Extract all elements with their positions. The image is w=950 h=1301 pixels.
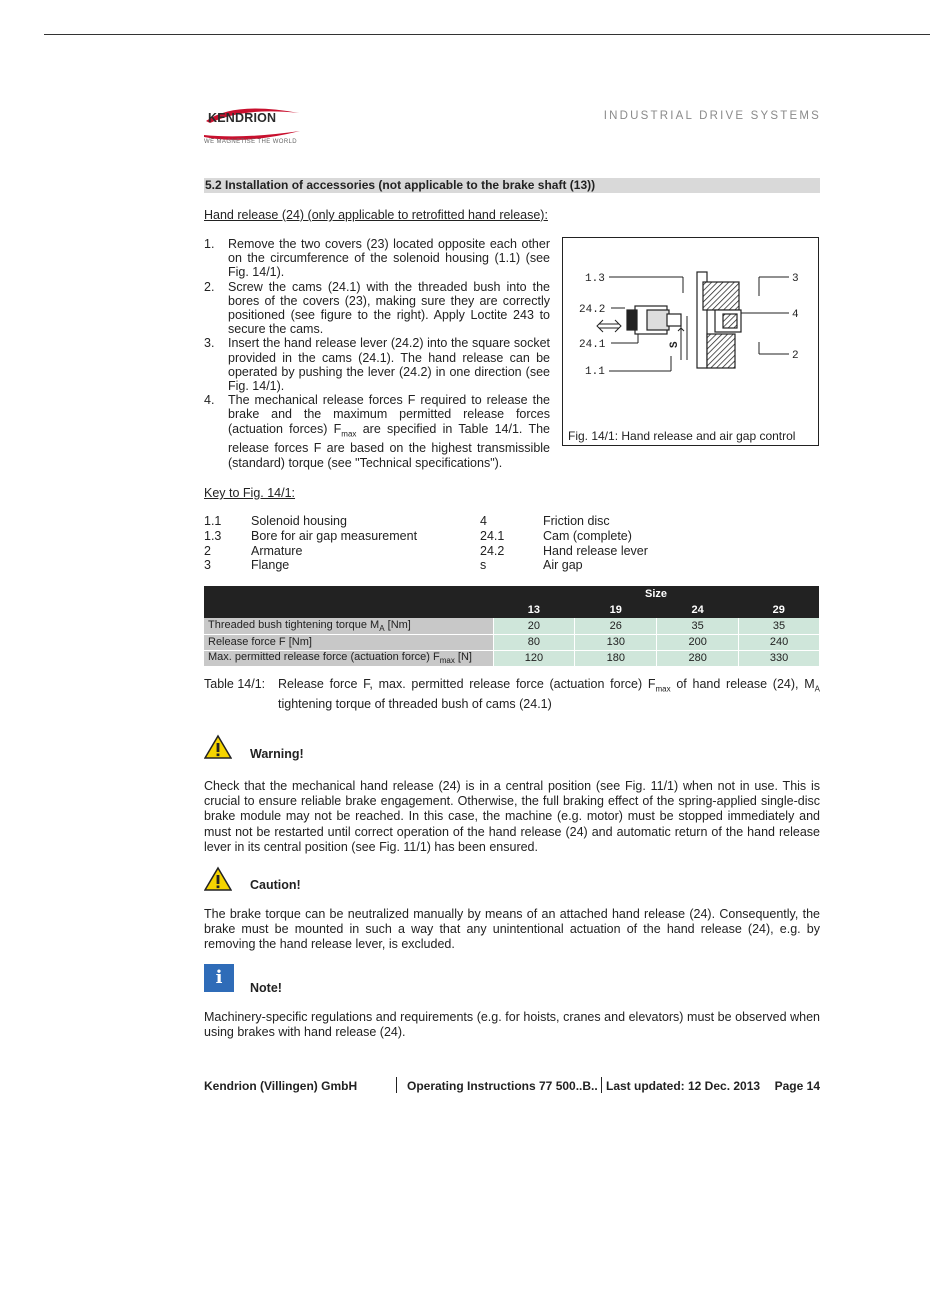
step-item: 4. The mechanical release forces F required to release the brake and the maximum permitted release forces (actuation forces) $F_{max}$ are specified in Table 14/1. The release forces F are based on the highest transmissible (standard) torque (see "Technical specifications"). xyxy=(204,393,550,470)
table-row: Release force F [Nm] 80 130 200 240 xyxy=(204,634,819,650)
key-row: 3 Flange s Air gap xyxy=(204,558,583,573)
kendrion-logo xyxy=(204,105,304,151)
logo-wordmark: KENDRION xyxy=(208,111,277,125)
footer-updated: Last updated: 12 Dec. 2013 xyxy=(606,1079,761,1093)
figure-key-table xyxy=(204,514,648,573)
info-icon: i xyxy=(204,964,234,992)
step-item: 3. Insert the hand release lever (24.2) into the square socket provided in the cams (24.1). The hand release can be operated by pushing the lever (24.2) in one direction (see Fig. 14/1). xyxy=(204,336,550,394)
top-rule xyxy=(44,34,930,35)
table-header-row xyxy=(204,586,819,602)
fig-label: 24.1 xyxy=(579,339,606,351)
section-heading: 5.2 Installation of accessories (not applicable to the brake shaft (13)) xyxy=(204,178,820,193)
hand-release-drawing xyxy=(563,238,820,428)
footer-doc: Operating Instructions 77 500..B.. xyxy=(407,1079,598,1093)
footer-divider xyxy=(396,1077,397,1093)
key-row: 1.1 Solenoid housing 4 Friction disc xyxy=(204,514,610,528)
division-title: INDUSTRIAL DRIVE SYSTEMS xyxy=(603,110,821,122)
fig-label: 1.1 xyxy=(585,366,605,378)
size-header: Size xyxy=(493,586,819,602)
warning-icon xyxy=(204,734,232,760)
caution-icon xyxy=(204,866,232,892)
table-row: Threaded bush tightening torque $M_A$ [Nm] 20 26 35 35 xyxy=(204,618,819,634)
fig-label: 3 xyxy=(792,273,799,285)
warning-label: Warning! xyxy=(250,747,304,761)
subheading: Hand release (24) (only applicable to retrofitted hand release): xyxy=(204,208,548,222)
key-heading: Key to Fig. 14/1: xyxy=(204,486,296,500)
release-force-table xyxy=(204,586,819,667)
figure-14-1 xyxy=(562,237,819,446)
table-header-row: 13 19 24 29 xyxy=(204,602,819,618)
note-text: Machinery-specific regulations and requirements (e.g. for hoists, cranes and elevators) must be observed when using brakes with hand release (24). xyxy=(204,1010,820,1040)
logo-tagline: WE MAGNETISE THE WORLD xyxy=(204,139,298,145)
installation-steps xyxy=(204,237,550,470)
step-item: 2. Screw the cams (24.1) with the threaded bush into the bores of the covers (23), making sure they are correctly positioned (see figure to the right). Apply Loctite 243 to secure the cams. xyxy=(204,279,550,337)
note-label: Note! xyxy=(250,981,282,995)
key-row: 2 Armature 24.2 Hand release lever xyxy=(204,543,648,558)
key-row: 1.3 Bore for air gap measurement 24.1 Cam (complete) xyxy=(204,528,632,543)
footer-page: Page 14 xyxy=(774,1079,820,1093)
caution-label: Caution! xyxy=(250,878,301,892)
caution-text: The brake torque can be neutralized manually by means of an attached hand release (24). Consequently, the brake must be mounted in such a way that any unintentional actuation of the hand release (24), e.g. by removing the hand release lever, is excluded. xyxy=(204,907,820,952)
footer-company: Kendrion (Villingen) GmbH xyxy=(204,1079,358,1093)
double-arrow-icon xyxy=(597,320,621,332)
footer-divider xyxy=(601,1077,602,1093)
fig-label: 1.3 xyxy=(585,273,605,285)
fig-label: 4 xyxy=(792,309,799,321)
fig-label: S xyxy=(669,341,681,348)
fig-label: 2 xyxy=(792,350,799,362)
warning-text: Check that the mechanical hand release (24) is in a central position (see Fig. 11/1) when not in use. This is crucial to ensure reliable brake engagement. Otherwise, the full braking effect of the spring-applied single-disc brake module may not be reached. In this case, the machine (e.g. motor) must be stopped immediately and must not be restarted until correct operation of the hand release (24) and automatic return of the hand release lever in its central position (see Fig. 11/1) has been ensured. xyxy=(204,779,820,854)
fig-label: 24.2 xyxy=(579,304,606,316)
figure-caption: Fig. 14/1: Hand release and air gap control xyxy=(568,429,796,443)
table-row: Max. permitted release force (actuation force) $F_{max}$ [N] 120 180 280 330 xyxy=(204,650,819,666)
step-item: 1. Remove the two covers (23) located opposite each other on the circumference of the solenoid housing (1.1) (see Fig. 14/1). xyxy=(204,237,550,280)
